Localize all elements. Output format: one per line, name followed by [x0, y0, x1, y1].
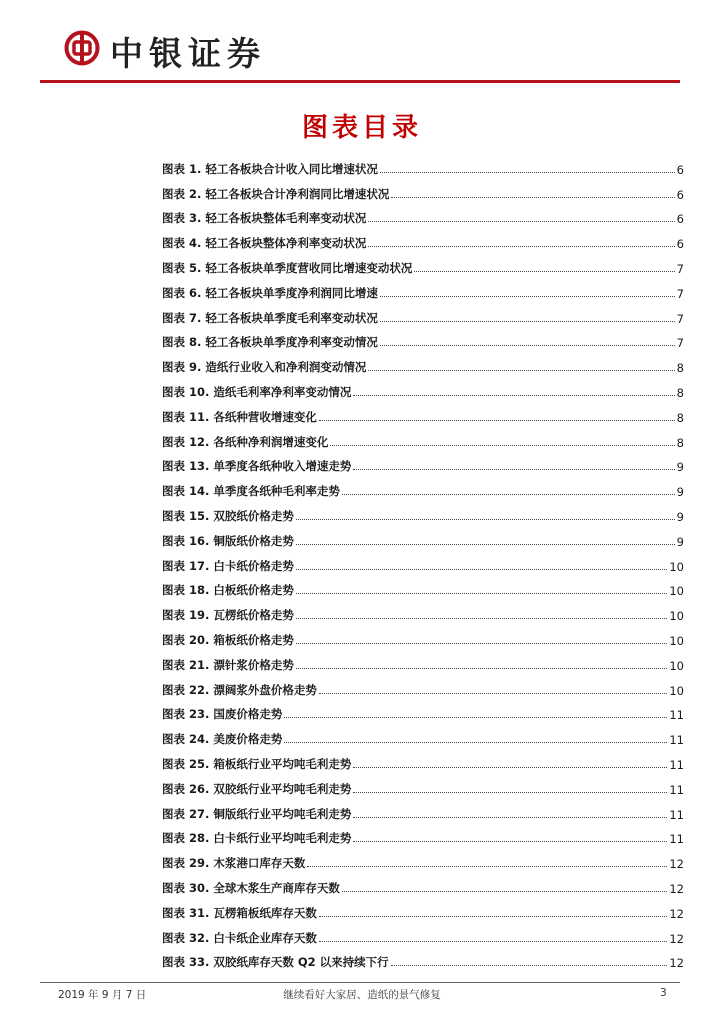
toc-entry-label: 图表 27. 铜版纸行业平均吨毛利走势: [162, 806, 352, 821]
page-header: [0, 0, 724, 88]
toc-entry-label: 图表 25. 箱板纸行业平均吨毛利走势: [162, 756, 352, 771]
toc-leader-dots: [380, 171, 675, 173]
toc-entry-label: 图表 22. 漂阔浆外盘价格走势: [162, 682, 317, 697]
toc-entry-label: 图表 6. 轻工各板块单季度净利润同比增速: [162, 285, 378, 300]
toc-entry[interactable]: [162, 673, 684, 698]
toc-entry-label: 图表 26. 双胶纸行业平均吨毛利走势: [162, 781, 352, 796]
toc-leader-dots: [319, 915, 667, 917]
footer-date: 2019 年 9 月 7 日: [58, 989, 147, 1001]
toc-leader-dots: [319, 419, 675, 421]
toc-leader-dots: [296, 518, 675, 520]
footer-divider: [40, 982, 680, 983]
toc-entry-page: 10: [669, 633, 684, 648]
toc-entry-page: 8: [676, 385, 684, 400]
toc-entry-page: 6: [676, 212, 684, 227]
toc-entry-label: 图表 10. 造纸毛利率净利率变动情况: [162, 384, 352, 399]
toc-leader-dots: [296, 617, 667, 619]
brand-name: 中银证券: [110, 34, 266, 73]
toc-entry[interactable]: [162, 276, 684, 301]
toc-leader-dots: [380, 295, 675, 297]
header-divider: [40, 80, 680, 83]
toc-entry[interactable]: [162, 375, 684, 400]
toc-entry-label: 图表 33. 双胶纸库存天数 Q2 以来持续下行: [162, 955, 389, 970]
toc-entry[interactable]: [162, 598, 684, 623]
toc-entry[interactable]: [162, 202, 684, 227]
toc-entry-label: 图表 31. 瓦楞箱板纸库存天数: [162, 905, 317, 920]
toc-leader-dots: [353, 394, 674, 396]
toc-entry-label: 图表 7. 轻工各板块单季度毛利率变动状况: [162, 310, 378, 325]
toc-entry-label: 图表 15. 双胶纸价格走势: [162, 508, 294, 523]
toc-entry-label: 图表 20. 箱板纸价格走势: [162, 632, 294, 647]
toc-entry[interactable]: [162, 524, 684, 549]
toc-entry-page: 11: [669, 708, 684, 723]
toc-entry-page: 8: [676, 361, 684, 376]
toc-entry-label: 图表 29. 木浆港口库存天数: [162, 856, 306, 871]
toc-entry-label: 图表 3. 轻工各板块整体毛利率变动状况: [162, 211, 367, 226]
bank-of-china-logo-icon: [64, 30, 100, 66]
toc-entry-label: 图表 18. 白板纸价格走势: [162, 583, 294, 598]
toc-entry[interactable]: [162, 574, 684, 599]
toc-entry-page: 6: [676, 237, 684, 252]
toc-entry-page: 12: [669, 931, 684, 946]
toc-entry[interactable]: [162, 326, 684, 351]
toc-entry-label: 图表 2. 轻工各板块合计净利润同比增速状况: [162, 186, 390, 201]
toc-entry-label: 图表 30. 全球木浆生产商库存天数: [162, 880, 340, 895]
toc-entry[interactable]: [162, 350, 684, 375]
toc-entry[interactable]: [162, 425, 684, 450]
toc-entry-label: 图表 13. 单季度各纸种收入增速走势: [162, 459, 352, 474]
toc-entry[interactable]: [162, 722, 684, 747]
toc-leader-dots: [380, 320, 675, 322]
footer-report-title: 继续看好大家居、造纸的景气修复: [283, 989, 441, 1001]
toc-entry-label: 图表 9. 造纸行业收入和净利润变动情况: [162, 360, 367, 375]
toc-entry[interactable]: [162, 921, 684, 946]
toc-entry-page: 7: [676, 261, 684, 276]
toc-entry-page: 9: [676, 485, 684, 500]
toc-entry-label: 图表 4. 轻工各板块整体净利率变动状况: [162, 236, 367, 251]
toc-leader-dots: [414, 270, 674, 272]
toc-entry-page: 12: [669, 906, 684, 921]
toc-entry-page: 6: [676, 187, 684, 202]
toc-leader-dots: [342, 890, 667, 892]
toc-leader-dots: [368, 220, 674, 222]
toc-entry-label: 图表 8. 轻工各板块单季度净利率变动情况: [162, 335, 378, 350]
toc-entry[interactable]: [162, 871, 684, 896]
toc-entry-page: 8: [676, 435, 684, 450]
toc-entry[interactable]: [162, 251, 684, 276]
toc-entry-label: 图表 32. 白卡纸企业库存天数: [162, 930, 317, 945]
toc-entry-page: 11: [669, 832, 684, 847]
toc-entry-label: 图表 24. 美废价格走势: [162, 732, 283, 747]
toc-entry-label: 图表 23. 国废价格走势: [162, 707, 283, 722]
toc-entry[interactable]: [162, 648, 684, 673]
toc-entry[interactable]: [162, 747, 684, 772]
toc-entry-page: 11: [669, 757, 684, 772]
toc-entry-label: 图表 16. 铜版纸价格走势: [162, 533, 294, 548]
toc-entry-page: 10: [669, 559, 684, 574]
toc-entry-page: 7: [676, 336, 684, 351]
toc-entry[interactable]: [162, 797, 684, 822]
toc-entry-label: 图表 21. 漂针浆价格走势: [162, 657, 294, 672]
toc-entry-page: 8: [676, 410, 684, 425]
toc-leader-dots: [368, 369, 674, 371]
toc-leader-dots: [353, 766, 667, 768]
toc-leader-dots: [380, 344, 675, 346]
toc-entry-page: 11: [669, 807, 684, 822]
table-of-figures: [162, 152, 684, 970]
toc-entry[interactable]: [162, 772, 684, 797]
toc-leader-dots: [296, 543, 675, 545]
page-title: 图表目录: [301, 113, 422, 143]
toc-leader-dots: [353, 816, 667, 818]
toc-leader-dots: [296, 592, 667, 594]
toc-leader-dots: [391, 196, 674, 198]
toc-entry[interactable]: [162, 698, 684, 723]
toc-entry[interactable]: [162, 846, 684, 871]
toc-entry[interactable]: [162, 822, 684, 847]
toc-entry-page: 9: [676, 509, 684, 524]
toc-leader-dots: [284, 741, 667, 743]
toc-leader-dots: [368, 245, 674, 247]
toc-entry-page: 9: [676, 534, 684, 549]
toc-entry[interactable]: [162, 226, 684, 251]
toc-leader-dots: [296, 667, 667, 669]
toc-entry[interactable]: [162, 450, 684, 475]
toc-leader-dots: [296, 642, 667, 644]
toc-entry[interactable]: [162, 946, 684, 971]
toc-entry-label: 图表 17. 白卡纸价格走势: [162, 558, 294, 573]
toc-entry-page: 12: [669, 956, 684, 971]
toc-leader-dots: [342, 493, 675, 495]
toc-entry-page: 9: [676, 460, 684, 475]
toc-leader-dots: [391, 964, 668, 966]
toc-entry-label: 图表 28. 白卡纸行业平均吨毛利走势: [162, 831, 352, 846]
toc-entry-page: 12: [669, 881, 684, 896]
toc-entry-page: 6: [676, 162, 684, 177]
toc-entry-label: 图表 5. 轻工各板块单季度营收同比增速变动状况: [162, 260, 413, 275]
toc-entry-page: 11: [669, 733, 684, 748]
toc-entry[interactable]: [162, 499, 684, 524]
toc-entry-page: 10: [669, 658, 684, 673]
toc-entry-page: 12: [669, 857, 684, 872]
toc-entry[interactable]: [162, 400, 684, 425]
toc-entry-page: 10: [669, 609, 684, 624]
toc-leader-dots: [284, 716, 667, 718]
toc-entry[interactable]: [162, 549, 684, 574]
toc-leader-dots: [353, 468, 674, 470]
toc-entry[interactable]: [162, 152, 684, 177]
toc-entry-label: 图表 1. 轻工各板块合计收入同比增速状况: [162, 161, 378, 176]
toc-leader-dots: [353, 791, 667, 793]
toc-entry[interactable]: [162, 177, 684, 202]
toc-entry-page: 11: [669, 782, 684, 797]
toc-entry[interactable]: [162, 623, 684, 648]
toc-entry-page: 7: [676, 311, 684, 326]
toc-entry[interactable]: [162, 896, 684, 921]
footer-page-number: 3: [660, 987, 667, 999]
toc-leader-dots: [319, 940, 667, 942]
toc-leader-dots: [296, 568, 667, 570]
toc-entry-label: 图表 19. 瓦楞纸价格走势: [162, 608, 294, 623]
toc-entry-label: 图表 12. 各纸种净利润增速变化: [162, 434, 329, 449]
toc-entry-label: 图表 11. 各纸种营收增速变化: [162, 409, 317, 424]
toc-entry[interactable]: [162, 301, 684, 326]
toc-entry-label: 图表 14. 单季度各纸种毛利率走势: [162, 484, 340, 499]
toc-entry-page: 10: [669, 584, 684, 599]
toc-leader-dots: [319, 692, 667, 694]
toc-entry-page: 7: [676, 286, 684, 301]
toc-entry-page: 10: [669, 683, 684, 698]
toc-leader-dots: [330, 444, 674, 446]
toc-leader-dots: [353, 840, 667, 842]
toc-leader-dots: [307, 865, 667, 867]
toc-entry[interactable]: [162, 474, 684, 499]
